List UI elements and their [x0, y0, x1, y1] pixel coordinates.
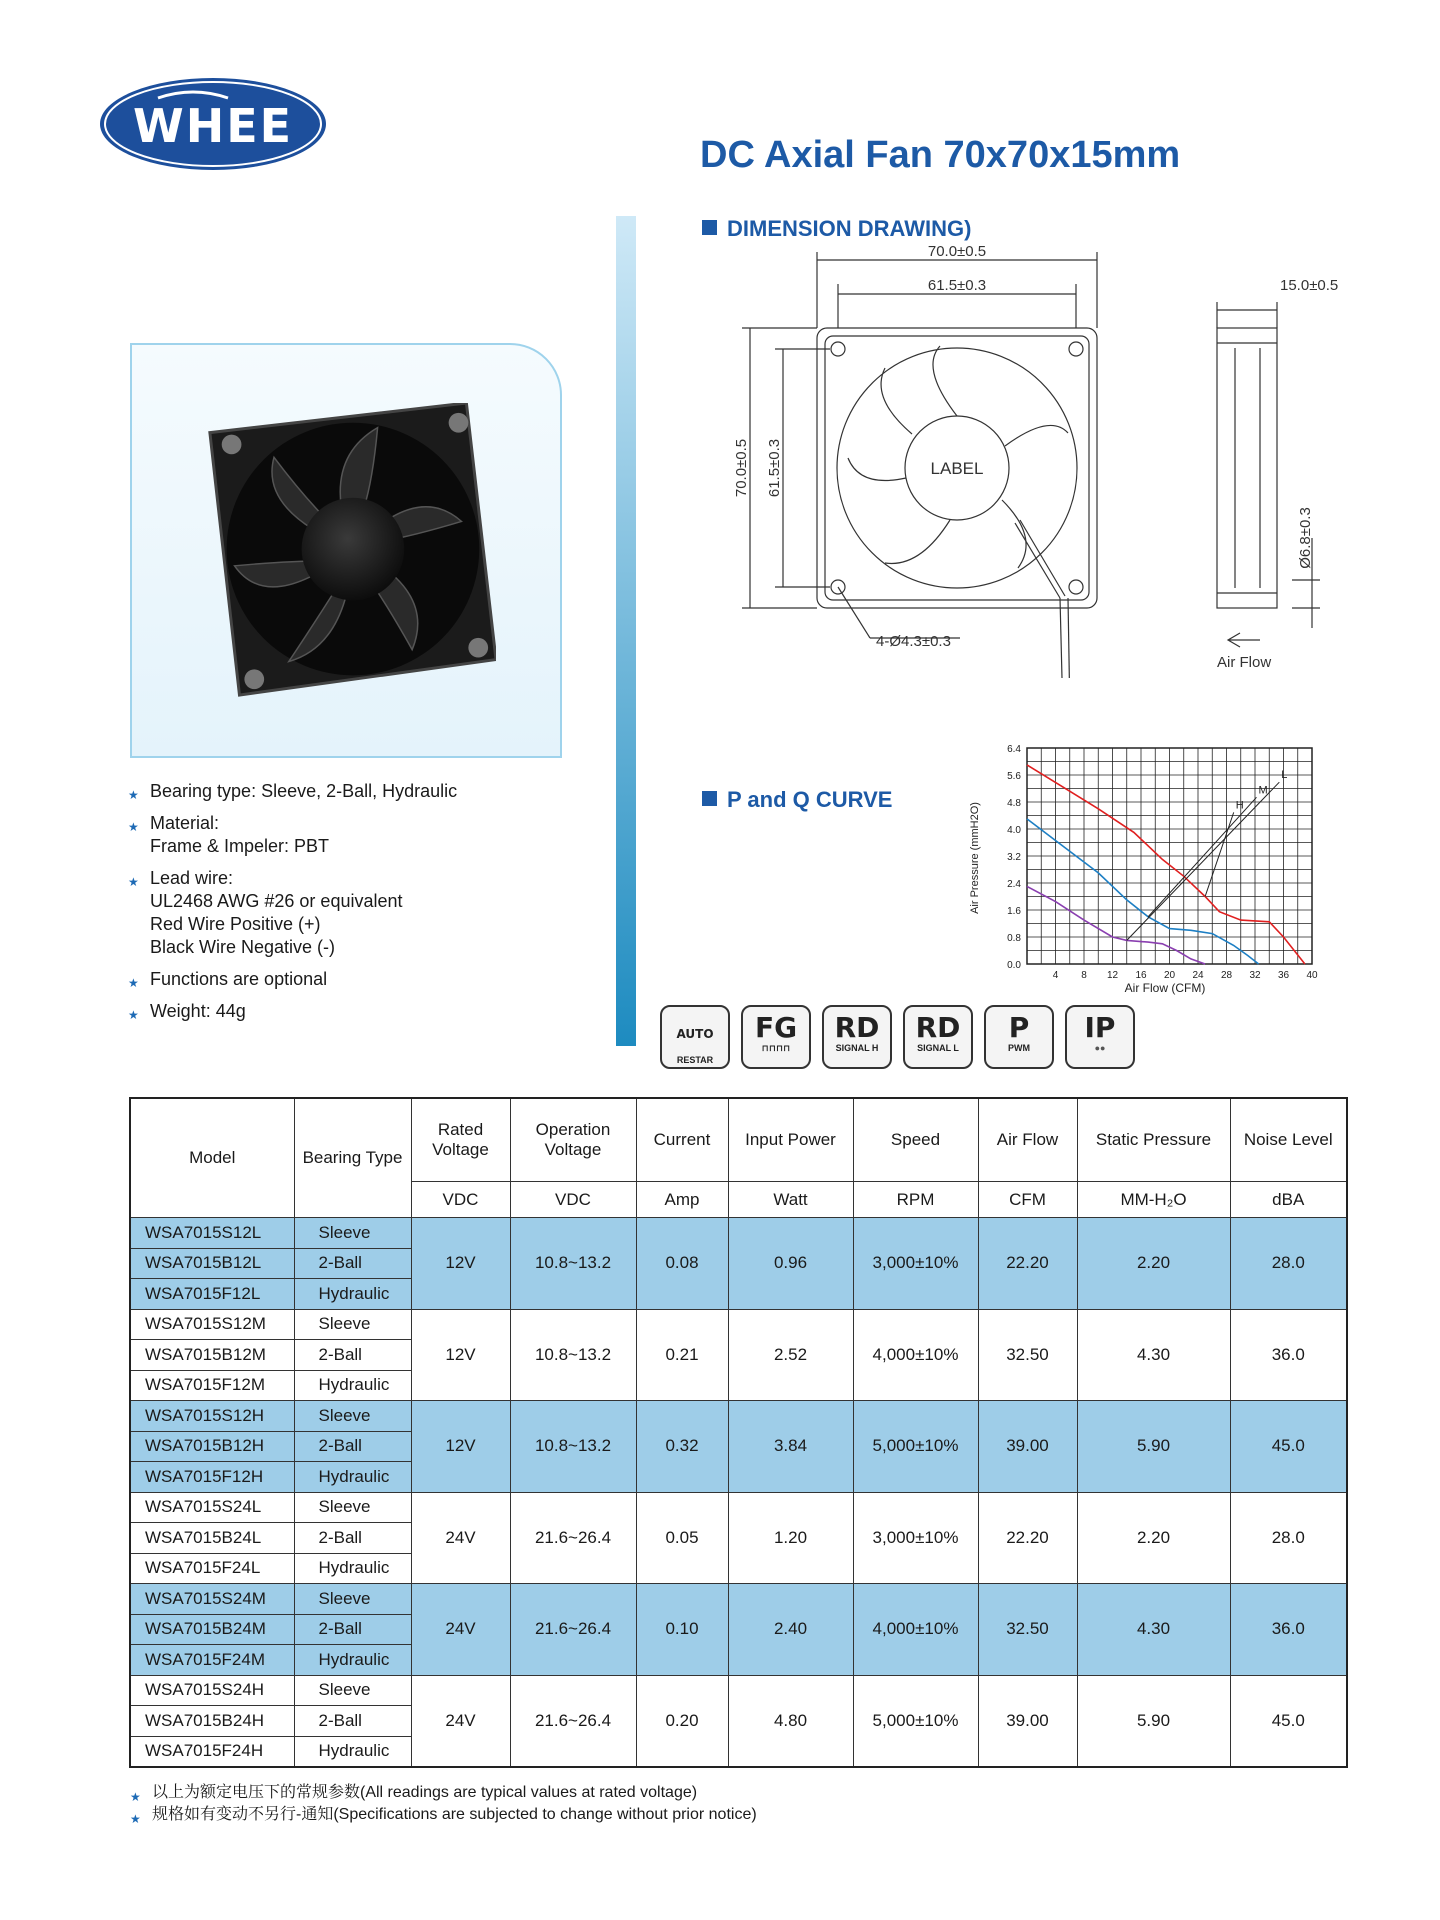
x-tick-label: 4 — [1052, 970, 1059, 981]
noise-cell: 28.0 — [1230, 1218, 1347, 1310]
dim-inner-hole: Ø6.8±0.3 — [1297, 507, 1314, 569]
chart-xlabel: Air Flow (CFM) — [1124, 981, 1206, 995]
speed-cell: 3,000±10% — [853, 1492, 978, 1584]
bearing-cell: Hydraulic — [294, 1645, 411, 1676]
square-bullet-icon — [702, 220, 717, 235]
y-tick-label: 1.6 — [1007, 906, 1021, 917]
model-cell: WSA7015S24M — [130, 1584, 294, 1615]
bearing-cell: Sleeve — [294, 1675, 411, 1706]
table-row — [130, 1675, 1347, 1706]
dim-hole-pitch-width: 61.5±0.3 — [927, 277, 987, 294]
pressure-cell: 5.90 — [1077, 1401, 1230, 1493]
header-speed: Speed — [853, 1098, 978, 1182]
model-cell: WSA7015B12M — [130, 1340, 294, 1371]
dim-thickness: 15.0±0.5 — [1280, 277, 1339, 294]
bearing-cell: Hydraulic — [294, 1279, 411, 1310]
model-cell: WSA7015F12H — [130, 1462, 294, 1493]
y-tick-label: 0.0 — [1007, 960, 1021, 971]
model-cell: WSA7015B12H — [130, 1431, 294, 1462]
current-cell: 0.32 — [636, 1401, 728, 1493]
star-icon: ★ — [130, 1790, 141, 1804]
model-cell: WSA7015F24M — [130, 1645, 294, 1676]
pq-curve-chart — [960, 720, 1330, 995]
pressure-cell: 2.20 — [1077, 1492, 1230, 1584]
operation-cell: 10.8~13.2 — [510, 1309, 636, 1401]
bearing-cell: 2-Ball — [294, 1248, 411, 1279]
rated-cell: 12V — [411, 1309, 510, 1401]
star-icon: ★ — [128, 976, 139, 990]
chart-ylabel: Air Pressure (mmH2O) — [969, 802, 981, 914]
x-tick-label: 12 — [1106, 970, 1119, 981]
noise-cell: 36.0 — [1230, 1584, 1347, 1676]
square-bullet-icon — [702, 791, 717, 806]
dim-holes: 4-Ø4.3±0.3 — [876, 633, 951, 650]
rated-cell: 12V — [411, 1401, 510, 1493]
unit-cell: Watt — [728, 1182, 853, 1218]
x-tick-label: 28 — [1220, 970, 1233, 981]
table-row — [130, 1218, 1347, 1249]
noise-cell: 28.0 — [1230, 1492, 1347, 1584]
unit-cell: dBA — [1230, 1182, 1347, 1218]
bearing-cell: 2-Ball — [294, 1706, 411, 1737]
model-cell: WSA7015S12M — [130, 1309, 294, 1340]
model-cell: WSA7015F12M — [130, 1370, 294, 1401]
airflow-cell: 39.00 — [978, 1675, 1077, 1767]
y-tick-label: 0.8 — [1007, 933, 1021, 944]
auto-restart-badge: AUTO RESTAR — [660, 1005, 730, 1069]
bearing-cell: 2-Ball — [294, 1431, 411, 1462]
current-cell: 0.08 — [636, 1218, 728, 1310]
x-tick-label: 24 — [1192, 970, 1204, 981]
bearing-cell: Sleeve — [294, 1309, 411, 1340]
bearing-cell: Sleeve — [294, 1584, 411, 1615]
bearing-cell: Sleeve — [294, 1401, 411, 1432]
dim-overall-height: 70.0±0.5 — [733, 438, 750, 498]
header-noise-level: Noise Level — [1230, 1098, 1347, 1182]
bearing-cell: Hydraulic — [294, 1462, 411, 1493]
product-photo-frame — [130, 343, 562, 758]
star-icon: ★ — [128, 1008, 139, 1022]
header-current: Current — [636, 1098, 728, 1182]
power-cell: 3.84 — [728, 1401, 853, 1493]
unit-cell: VDC — [411, 1182, 510, 1218]
footnote: ★ 规格如有变动不另行-通知(Specifications are subjected to change without prior notice) — [130, 1804, 757, 1826]
bearing-cell: Sleeve — [294, 1492, 411, 1523]
x-tick-label: 40 — [1306, 970, 1318, 981]
current-cell: 0.21 — [636, 1309, 728, 1401]
header-static-pressure: Static Pressure — [1077, 1098, 1230, 1182]
header-air-flow: Air Flow — [978, 1098, 1077, 1182]
model-cell: WSA7015B24L — [130, 1523, 294, 1554]
series-label-L: L — [1281, 769, 1288, 782]
x-tick-label: 32 — [1249, 970, 1261, 981]
brand-name: WHEE — [132, 99, 294, 153]
model-cell: WSA7015B24M — [130, 1614, 294, 1645]
series-label-M: M — [1258, 784, 1268, 797]
airflow-cell: 32.50 — [978, 1584, 1077, 1676]
table-row — [130, 1401, 1347, 1432]
x-tick-label: 16 — [1135, 970, 1147, 981]
feature-item: ★ Lead wire: UL2468 AWG #26 or equivalent Red Wire Positive (+) Black Wire Negative (-) — [128, 868, 403, 957]
power-cell: 2.52 — [728, 1309, 853, 1401]
airflow-cell: 22.20 — [978, 1492, 1077, 1584]
pressure-cell: 5.90 — [1077, 1675, 1230, 1767]
feature-badges — [660, 1005, 1150, 1077]
power-cell: 2.40 — [728, 1584, 853, 1676]
footnote: ★ 以上为额定电压下的常规参数(All readings are typical values at rated voltage) — [130, 1782, 757, 1804]
model-cell: WSA7015S24L — [130, 1492, 294, 1523]
airflow-label: Air Flow — [1217, 654, 1272, 671]
rated-cell: 24V — [411, 1584, 510, 1676]
table-row — [130, 1309, 1347, 1340]
feature-item: ★ Functions are optional — [128, 968, 568, 991]
pressure-cell: 4.30 — [1077, 1309, 1230, 1401]
dimension-drawing — [720, 238, 1360, 678]
airflow-cell: 39.00 — [978, 1401, 1077, 1493]
noise-cell: 36.0 — [1230, 1309, 1347, 1401]
series-label-H: H — [1235, 799, 1244, 812]
operation-cell: 21.6~26.4 — [510, 1492, 636, 1584]
rated-cell: 24V — [411, 1492, 510, 1584]
page-title: DC Axial Fan 70x70x15mm — [700, 134, 1181, 176]
model-cell: WSA7015F24H — [130, 1736, 294, 1767]
pq-curve-heading: P and Q CURVE — [702, 787, 892, 813]
bearing-cell: Hydraulic — [294, 1553, 411, 1584]
bearing-cell: 2-Ball — [294, 1523, 411, 1554]
spec-table — [129, 1097, 1348, 1768]
pressure-cell: 4.30 — [1077, 1584, 1230, 1676]
model-cell: WSA7015B24H — [130, 1706, 294, 1737]
unit-cell: VDC — [510, 1182, 636, 1218]
unit-cell: RPM — [853, 1182, 978, 1218]
chart-grid — [1027, 748, 1312, 964]
noise-cell: 45.0 — [1230, 1401, 1347, 1493]
dim-hole-pitch-height: 61.5±0.3 — [766, 438, 783, 498]
header-operation-voltage: Operation Voltage — [510, 1098, 636, 1182]
bearing-cell: 2-Ball — [294, 1614, 411, 1645]
speed-cell: 4,000±10% — [853, 1309, 978, 1401]
speed-cell: 4,000±10% — [853, 1584, 978, 1676]
y-tick-label: 2.4 — [1007, 879, 1021, 890]
rd-signal-low-badge: RD SIGNAL L — [903, 1005, 973, 1069]
dimension-heading: DIMENSION DRAWING) — [702, 216, 971, 242]
model-cell: WSA7015B12L — [130, 1248, 294, 1279]
operation-cell: 10.8~13.2 — [510, 1218, 636, 1310]
star-icon: ★ — [130, 1812, 141, 1826]
rd-signal-high-badge: RD SIGNAL H — [822, 1005, 892, 1069]
star-icon: ★ — [128, 820, 139, 834]
table-row — [130, 1584, 1347, 1615]
bearing-cell: Hydraulic — [294, 1370, 411, 1401]
current-cell: 0.20 — [636, 1675, 728, 1767]
bearing-cell: Sleeve — [294, 1218, 411, 1249]
y-tick-label: 6.4 — [1007, 744, 1021, 755]
rated-cell: 12V — [411, 1218, 510, 1310]
speed-cell: 5,000±10% — [853, 1675, 978, 1767]
feature-item: ★ Weight: 44g — [128, 1000, 568, 1023]
star-icon: ★ — [128, 875, 139, 889]
model-cell: WSA7015F12L — [130, 1279, 294, 1310]
y-tick-label: 4.8 — [1007, 798, 1021, 809]
model-cell: WSA7015S12L — [130, 1218, 294, 1249]
accent-bar — [616, 216, 636, 1046]
noise-cell: 45.0 — [1230, 1675, 1347, 1767]
power-cell: 1.20 — [728, 1492, 853, 1584]
power-cell: 0.96 — [728, 1218, 853, 1310]
power-cell: 4.80 — [728, 1675, 853, 1767]
footnotes — [130, 1782, 757, 1826]
operation-cell: 21.6~26.4 — [510, 1584, 636, 1676]
airflow-cell: 32.50 — [978, 1309, 1077, 1401]
speed-cell: 3,000±10% — [853, 1218, 978, 1310]
star-icon: ★ — [128, 788, 139, 802]
current-cell: 0.10 — [636, 1584, 728, 1676]
bearing-cell: Hydraulic — [294, 1736, 411, 1767]
unit-cell: Amp — [636, 1182, 728, 1218]
feature-item: ★ Bearing type: Sleeve, 2-Ball, Hydraulic — [128, 780, 568, 803]
operation-cell: 10.8~13.2 — [510, 1401, 636, 1493]
model-cell: WSA7015S24H — [130, 1675, 294, 1706]
brand-logo — [98, 76, 328, 172]
fan-product-image — [200, 403, 496, 699]
pwm-badge: P PWM — [984, 1005, 1054, 1069]
feature-list — [128, 780, 568, 1032]
bearing-cell: 2-Ball — [294, 1340, 411, 1371]
current-cell: 0.05 — [636, 1492, 728, 1584]
x-tick-label: 8 — [1081, 970, 1087, 981]
dim-overall-width: 70.0±0.5 — [927, 243, 987, 260]
header-rated-voltage: Rated Voltage — [411, 1098, 510, 1182]
airflow-cell: 22.20 — [978, 1218, 1077, 1310]
feature-item: ★ Material: Frame & Impeler: PBT — [128, 813, 330, 856]
table-row — [130, 1492, 1347, 1523]
unit-cell: CFM — [978, 1182, 1077, 1218]
model-cell: WSA7015F24L — [130, 1553, 294, 1584]
pressure-cell: 2.20 — [1077, 1218, 1230, 1310]
rated-cell: 24V — [411, 1675, 510, 1767]
ip-rating-badge: IP ●● — [1065, 1005, 1135, 1069]
header-input-power: Input Power — [728, 1098, 853, 1182]
fan-label-text: LABEL — [930, 459, 984, 478]
header-bearing: Bearing Type — [294, 1098, 411, 1218]
y-tick-label: 4.0 — [1007, 825, 1021, 836]
header-model: Model — [130, 1098, 294, 1218]
speed-cell: 5,000±10% — [853, 1401, 978, 1493]
model-cell: WSA7015S12H — [130, 1401, 294, 1432]
y-tick-label: 5.6 — [1007, 771, 1021, 782]
unit-cell: MM-H₂O — [1077, 1182, 1230, 1218]
fg-signal-badge: FG ⊓⊓⊓⊓ — [741, 1005, 811, 1069]
operation-cell: 21.6~26.4 — [510, 1675, 636, 1767]
x-tick-label: 36 — [1277, 970, 1290, 981]
x-tick-label: 20 — [1163, 970, 1176, 981]
y-tick-label: 3.2 — [1007, 852, 1021, 863]
